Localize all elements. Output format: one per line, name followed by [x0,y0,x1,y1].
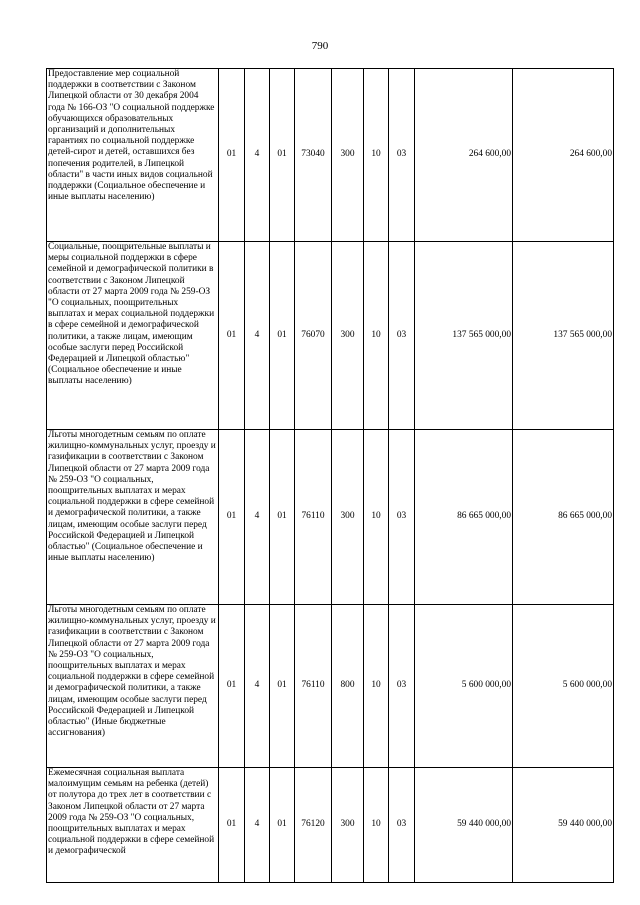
event-code: 01 [270,430,295,605]
table-row [47,69,614,242]
table-row [47,430,614,605]
section-code: 10 [364,430,389,605]
amount-value: 86 665 000,00 [457,511,511,522]
program-code: 01 [219,430,245,605]
expense-type-code: 800 [332,605,364,768]
amount-cell [513,242,614,430]
direction-code: 76120 [295,768,332,883]
subsection-code: 03 [389,768,415,883]
expense-type-code: 300 [332,242,364,430]
direction-code: 76110 [295,605,332,768]
table-row [47,768,614,883]
program-code: 01 [219,768,245,883]
expense-type-code: 300 [332,69,364,242]
section-code: 10 [364,242,389,430]
row-description: Ежемесячная социальная выплата малоимущим семьям на ребенка (детей) от полутора до трех лет в соответствии с Законом Липецкой области от 27 марта 2009 года № 259-ОЗ "О социальных, поощрительных выплатах и мерах социальной поддержки в сфере семейной и демографической [47,768,219,883]
amount-cell [415,430,513,605]
subprogram-code: 4 [245,768,270,883]
program-code: 01 [219,242,245,430]
subsection-code: 03 [389,242,415,430]
amount-value: 59 440 000,00 [457,819,511,830]
program-code: 01 [219,69,245,242]
amount-value: 5 600 000,00 [562,680,612,691]
amount-value: 137 565 000,00 [452,329,511,340]
amount-cell [415,768,513,883]
section-code: 10 [364,768,389,883]
row-description: Льготы многодетным семьям по оплате жилищно-коммунальных услуг, проезду и газификации в соответствии с Законом Липецкой области от 27 марта 2009 года № 259-ОЗ "О социальных, поощрительных выплатах и мерах социальной поддержки в сфере семейной и демографической политики, а также лицам, имеющим особые заслуги перед Российской Федерацией и Липецкой областью" (Иные бюджетные ассигнования) [47,605,219,768]
subprogram-code: 4 [245,242,270,430]
page-number: 790 [311,40,329,52]
expense-type-code: 300 [332,768,364,883]
direction-code: 73040 [295,69,332,242]
event-code: 01 [270,768,295,883]
section-code: 10 [364,69,389,242]
amount-cell [513,69,614,242]
amount-cell [415,242,513,430]
amount-value: 137 565 000,00 [553,329,612,340]
section-code: 10 [364,605,389,768]
expense-type-code: 300 [332,430,364,605]
amount-value: 264 600,00 [569,149,612,160]
amount-value: 5 600 000,00 [461,680,511,691]
amount-cell [513,768,614,883]
direction-code: 76110 [295,430,332,605]
table-row [47,242,614,430]
amount-cell [415,605,513,768]
amount-cell [415,69,513,242]
row-description: Социальные, поощрительные выплаты и меры социальной поддержки в сфере семейной и демографической политики в соответствии с Законом Липецкой области от 27 марта 2009 года № 259-ОЗ "О социальных, поощрительных выплатах и мерах социальной поддержки в сфере семейной и демографической политики, а также лицам, имеющим особые заслуги перед Российской Федерацией и Липецкой областью" (Социальное обеспечение и иные выплаты населению) [47,242,219,430]
subprogram-code: 4 [245,605,270,768]
row-description: Льготы многодетным семьям по оплате жилищно-коммунальных услуг, проезду и газификации в соответствии с Законом Липецкой области от 27 марта 2009 года № 259-ОЗ "О социальных, поощрительных выплатах и мерах социальной поддержки в сфере семейной и демографической политики, а также лицам, имеющим особые заслуги перед Российской Федерацией и Липецкой областью" (Социальное обеспечение и иные выплаты населению) [47,430,219,605]
budget-table [46,68,614,883]
event-code: 01 [270,242,295,430]
amount-cell [513,605,614,768]
amount-cell [513,430,614,605]
row-description: Предоставление мер социальной поддержки в соответствии с Законом Липецкой области от 30 декабря 2004 года № 166-ОЗ "О социальной поддержке обучающихся образовательных организаций и дополнительных гарантиях по социальной поддержке детей-сирот и детей, оставшихся без попечения родителей, в Липецкой области" в части иных видов социальной поддержки (Социальное обеспечение и иные выплаты населению) [47,69,219,242]
subsection-code: 03 [389,430,415,605]
amount-value: 264 600,00 [468,149,511,160]
event-code: 01 [270,605,295,768]
subprogram-code: 4 [245,69,270,242]
subsection-code: 03 [389,605,415,768]
program-code: 01 [219,605,245,768]
subsection-code: 03 [389,69,415,242]
amount-value: 59 440 000,00 [558,819,612,830]
direction-code: 76070 [295,242,332,430]
table-row [47,605,614,768]
amount-value: 86 665 000,00 [558,511,612,522]
subprogram-code: 4 [245,430,270,605]
event-code: 01 [270,69,295,242]
